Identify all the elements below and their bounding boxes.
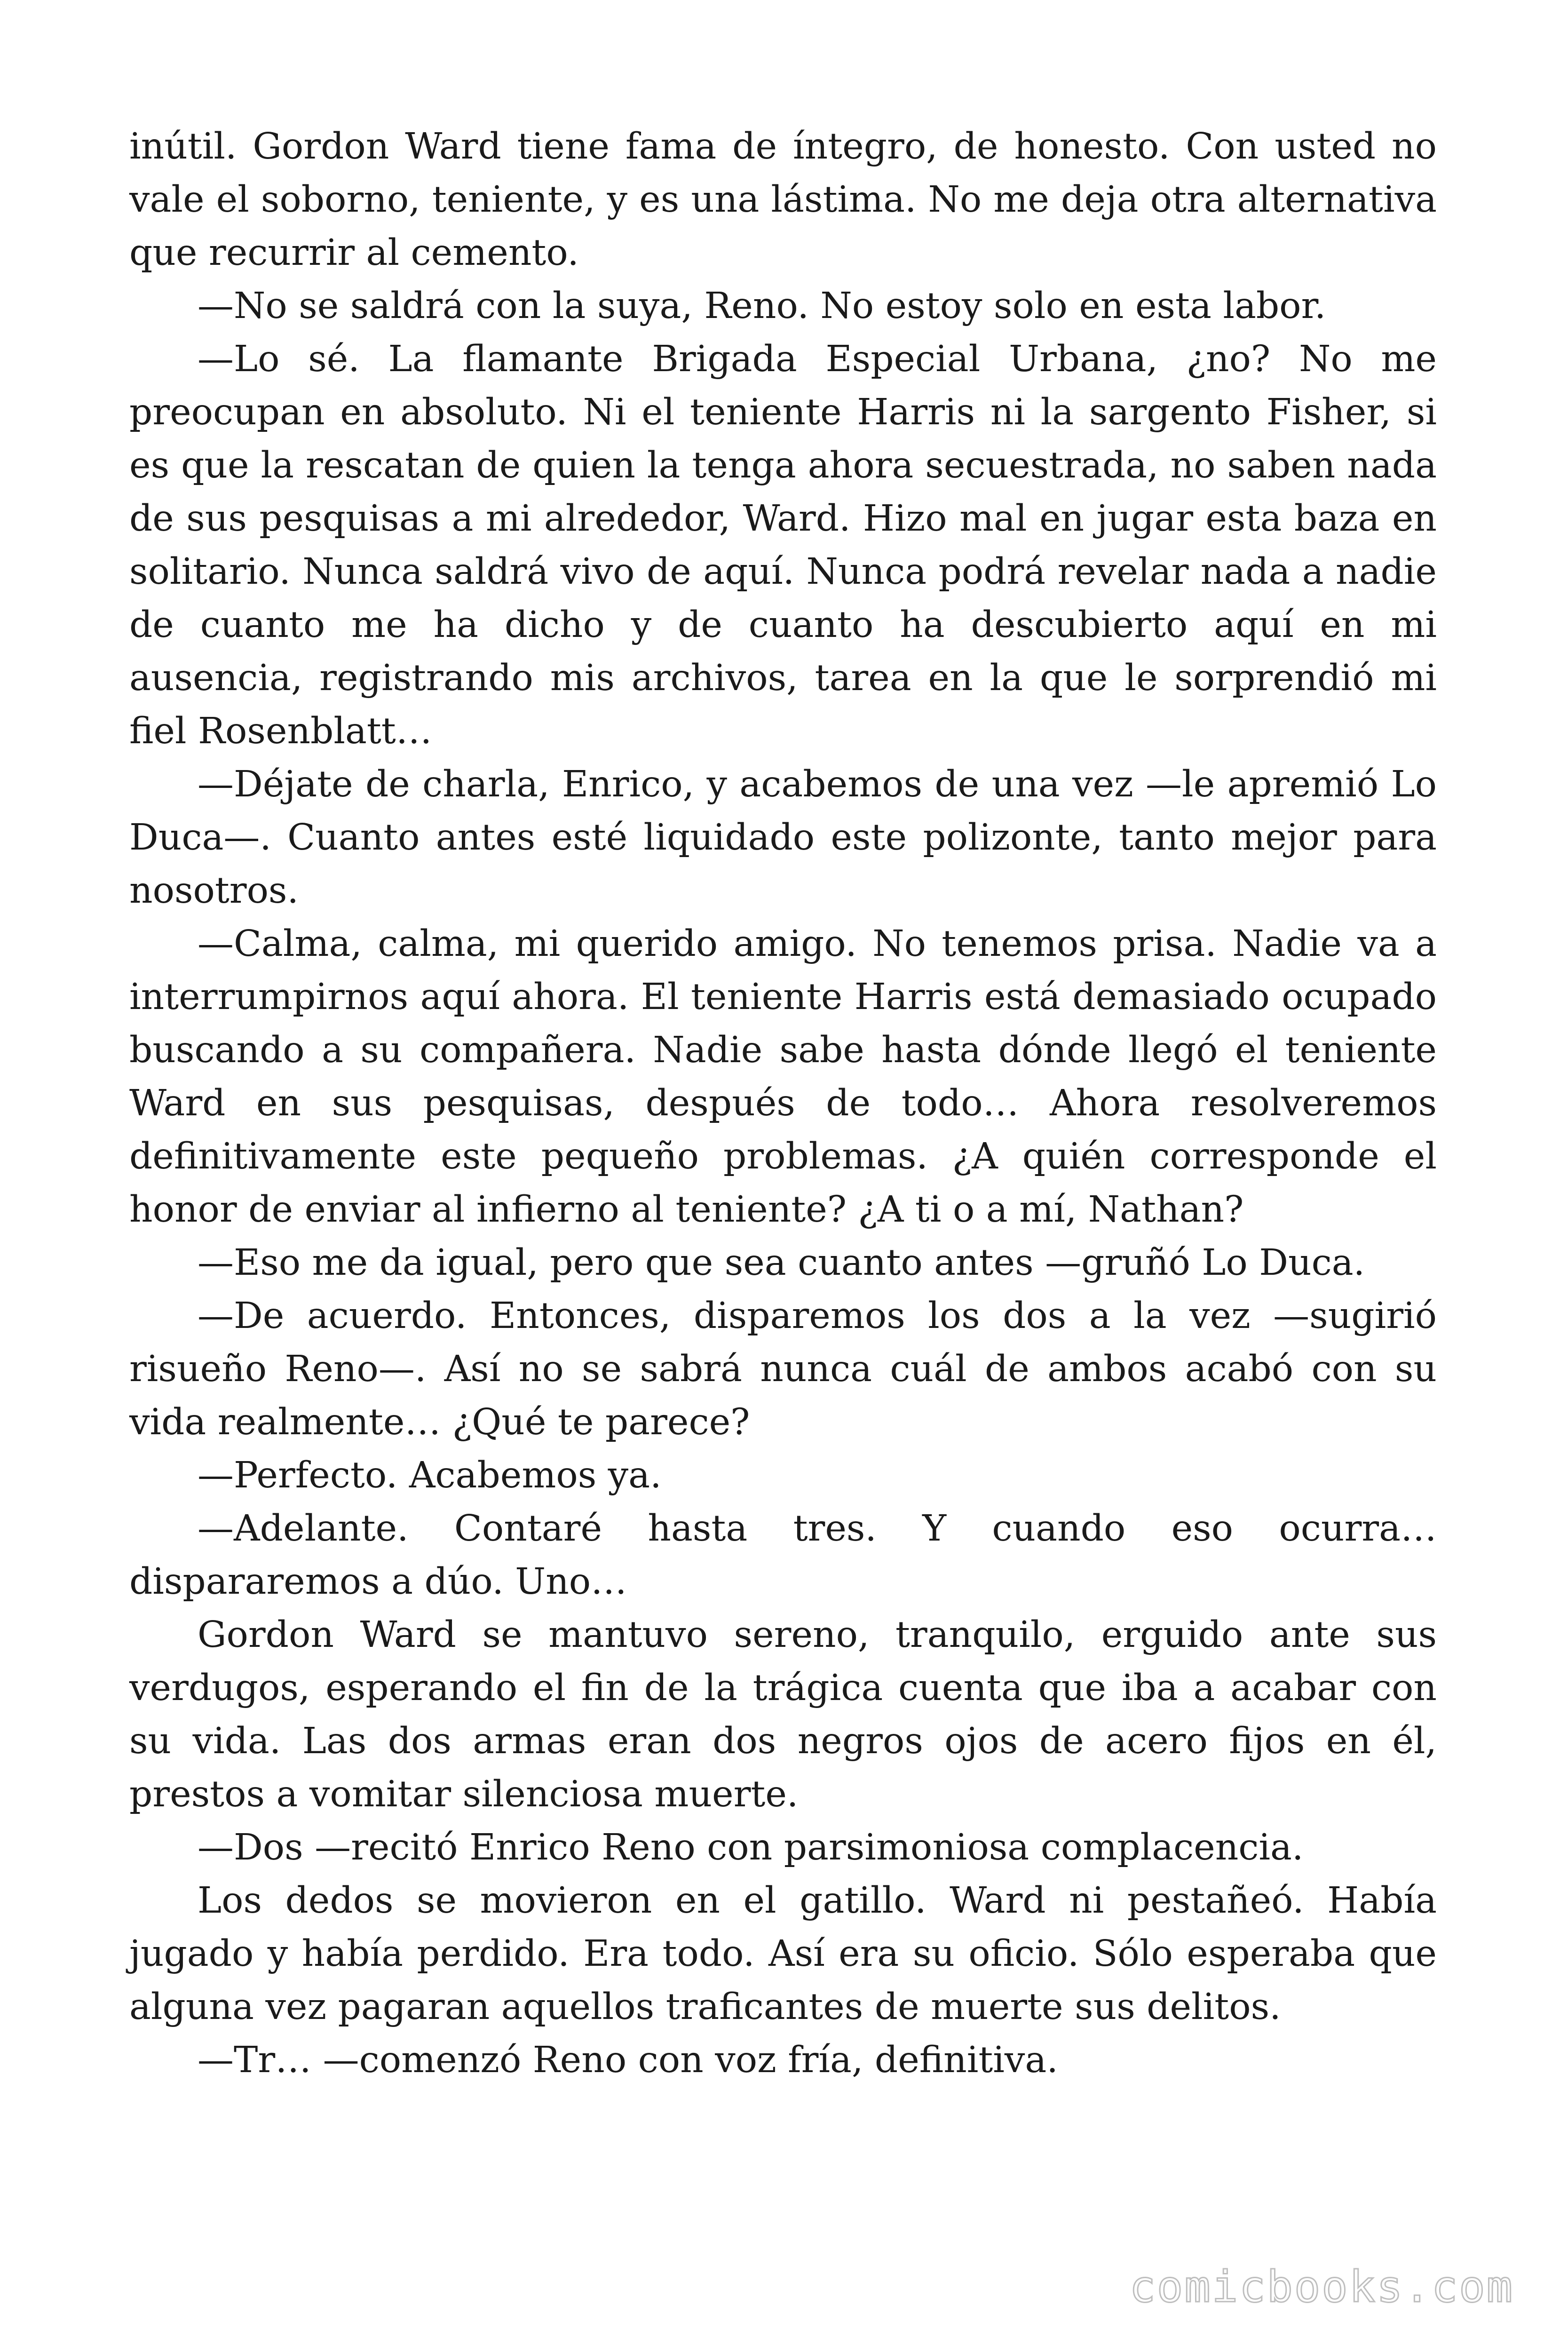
paragraph: inútil. Gordon Ward tiene fama de íntegro, de honesto. Con usted no vale el soborno, teniente, y es una lástima. No me deja otra alternativa que recurrir al cemento. bbox=[129, 126, 1437, 274]
paragraph: —Eso me da igual, pero que sea cuanto antes —gruñó Lo Duca. bbox=[198, 1242, 1365, 1284]
watermark: comicbooks.com bbox=[1129, 2262, 1514, 2312]
paragraph: —Tr… —comenzó Reno con voz fría, definitiva. bbox=[198, 2039, 1058, 2081]
body-text bbox=[129, 120, 1437, 2087]
paragraph: —Lo sé. La flamante Brigada Especial Urbana, ¿no? No me preocupan en absoluto. Ni el teniente Harris ni la sargento Fisher, si es que la rescatan de quien la tenga ahora secuestrada, no saben nada de sus pesquisas a mi alrededor, Ward. Hizo mal en jugar esta baza en solitario. Nunca saldrá vivo de aquí. Nunca podrá revelar nada a nadie de cuanto me ha dicho y de cuanto ha descubierto aquí en mi ausencia, registrando mis archivos, tarea en la que le sorprendió mi fiel Rosenblatt… bbox=[129, 338, 1437, 752]
paragraph: —Calma, calma, mi querido amigo. No tenemos prisa. Nadie va a interrumpirnos aquí ahora. El teniente Harris está demasiado ocupado buscando a su compañera. Nadie sabe hasta dónde llegó el teniente Ward en sus pesquisas, después de todo… Ahora resolveremos definitivamente este pequeño problemas. ¿A quién corresponde el honor de enviar al infierno al teniente? ¿A ti o a mí, Nathan? bbox=[129, 923, 1437, 1231]
paragraph: Los dedos se movieron en el gatillo. Ward ni pestañeó. Había jugado y había perdido. Era todo. Así era su oficio. Sólo esperaba que alguna vez pagaran aquellos traficantes de muerte sus delitos. bbox=[129, 1880, 1437, 2028]
paragraph: —Déjate de charla, Enrico, y acabemos de una vez —le apremió Lo Duca—. Cuanto antes esté liquidado este polizonte, tanto mejor para nosotros. bbox=[129, 763, 1437, 912]
paragraph: Gordon Ward se mantuvo sereno, tranquilo, erguido ante sus verdugos, esperando el fin de la trágica cuenta que iba a acabar con su vida. Las dos armas eran dos negros ojos de acero fijos en él, prestos a vomitar silenciosa muerte. bbox=[129, 1614, 1437, 1815]
paragraph: —No se saldrá con la suya, Reno. No estoy solo en esta labor. bbox=[198, 285, 1326, 327]
paragraph: —Adelante. Contaré hasta tres. Y cuando eso ocurra… dispararemos a dúo. Uno… bbox=[129, 1508, 1437, 1603]
paragraph: —Perfecto. Acabemos ya. bbox=[198, 1454, 662, 1496]
paragraph: —De acuerdo. Entonces, disparemos los dos a la vez —sugirió risueño Reno—. Así no se sabrá nunca cuál de ambos acabó con su vida realmente… ¿Qué te parece? bbox=[129, 1295, 1437, 1443]
paragraph: —Dos —recitó Enrico Reno con parsimoniosa complacencia. bbox=[198, 1827, 1304, 1868]
